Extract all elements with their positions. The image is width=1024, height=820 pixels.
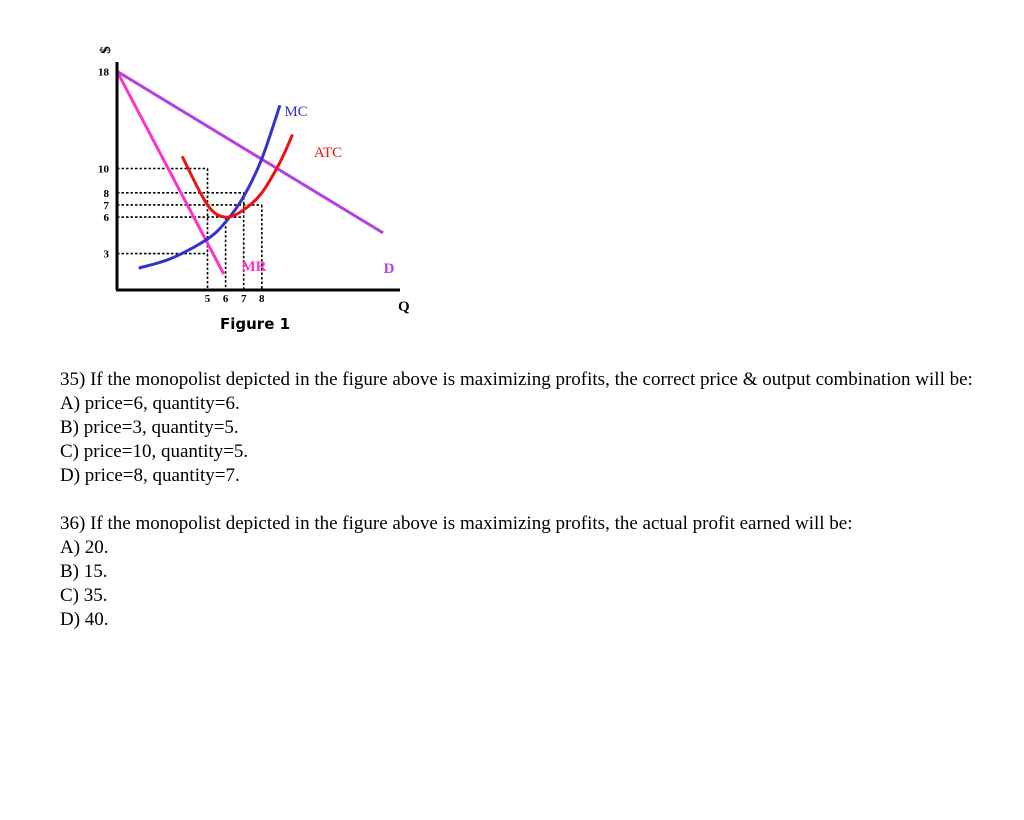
guide-lines [117,169,262,291]
monopoly-figure [0,0,1024,345]
question-stem: 35) If the monopolist depicted in the figure above is maximizing profits, the correct price & output combination will be: [60,369,973,390]
answer-option: D) price=8, quantity=7. [60,465,240,486]
x-tick-label: 5 [204,293,211,305]
question-35 [60,368,1000,488]
x-tick-label: 8 [259,293,265,305]
x-axis-label: Q [398,299,410,315]
series-mc-label: MC [284,104,308,120]
answer-option: C) price=10, quantity=5. [60,441,249,462]
y-axis-label: $ [98,46,114,54]
series-d-line [117,71,383,233]
y-tick-label: 8 [103,187,109,200]
answer-option: B) price=3, quantity=5. [60,417,239,438]
series-mr-label: MR [241,259,267,275]
series-d-label: D [383,261,395,277]
y-tick-label: 10 [98,163,109,176]
y-tick-label: 7 [103,199,109,212]
x-tick-label: 6 [222,293,229,305]
question-36 [60,512,1000,632]
answer-option: C) 35. [60,585,108,606]
answer-option: D) 40. [60,609,109,630]
answer-option: B) 15. [60,561,108,582]
answer-option: A) 20. [60,537,109,558]
answer-option: A) price=6, quantity=6. [60,393,240,414]
question-stem: 36) If the monopolist depicted in the figure above is maximizing profits, the actual profit earned will be: [60,513,853,534]
y-tick-label: 3 [103,248,109,261]
series-atc-label: ATC [313,145,343,161]
y-tick-labels [98,66,110,260]
y-tick-label: 18 [98,66,109,79]
y-tick-label: 6 [103,212,109,225]
figure-title: Figure 1 [220,315,291,333]
curves [117,71,383,274]
series-mr-line [117,71,224,274]
x-tick-labels [205,293,265,305]
questions-section [60,368,1000,656]
x-tick-label: 7 [240,293,247,305]
